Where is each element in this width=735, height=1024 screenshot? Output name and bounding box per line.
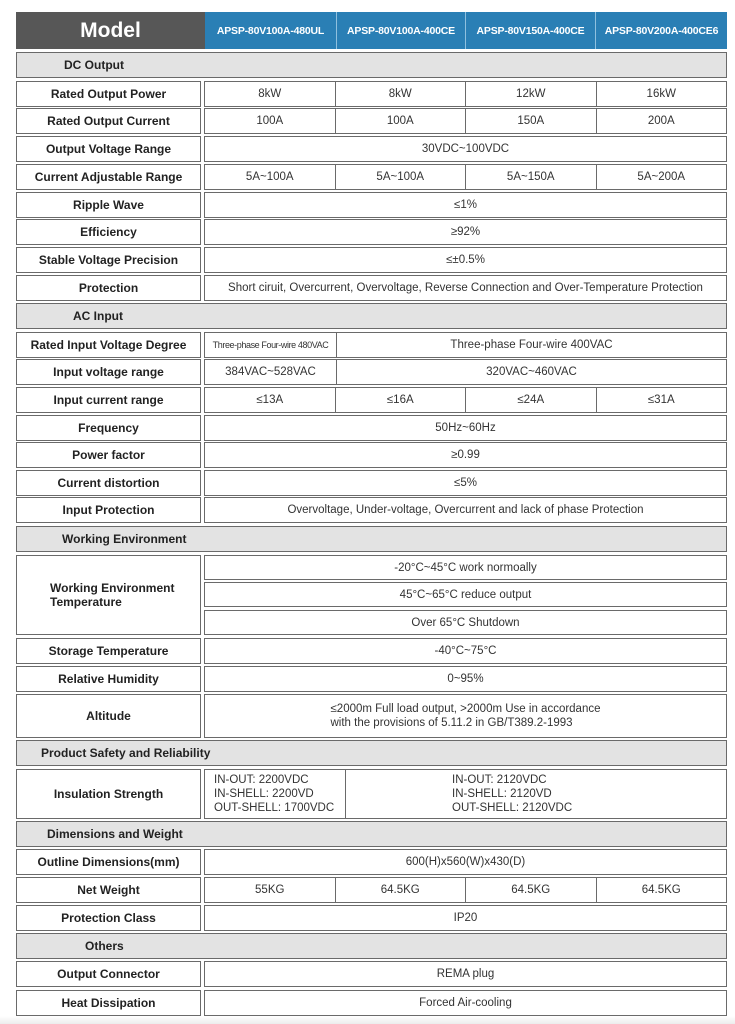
cell-value: 150A — [465, 109, 596, 133]
row-label: Input Protection — [16, 497, 201, 523]
cell-value: Overvoltage, Under-voltage, Overcurrent and lack of phase Protection — [204, 497, 727, 523]
row-label: Insulation Strength — [16, 769, 201, 819]
cell-value: Three-phase Four-wire 400VAC — [336, 333, 726, 357]
cell-value: 8kW — [258, 88, 282, 100]
row-label: Output Connector — [16, 961, 201, 987]
cell-value: ≤13A — [256, 394, 284, 406]
cell-value: 64.5KG — [465, 878, 596, 902]
cell-value: IP20 — [204, 905, 727, 931]
cell-value: 64.5KG — [596, 878, 727, 902]
value-line: IN-SHELL: 2200VD — [214, 788, 314, 800]
section-others: Others — [16, 933, 727, 959]
row-label: Current Adjustable Range — [16, 164, 201, 190]
row-label: Efficiency — [16, 219, 201, 245]
cell-value: 8kW — [335, 82, 466, 106]
row-label: Rated Output Power — [16, 81, 201, 107]
model-column-header: APSP-80V100A-480UL — [205, 12, 336, 49]
cell-value: Over 65°C Shutdown — [204, 610, 727, 635]
row-values — [204, 769, 727, 819]
cell-value: 45°C~65°C reduce output — [204, 582, 727, 607]
row-values — [204, 332, 727, 358]
row-label: Storage Temperature — [16, 638, 201, 664]
section-product-safety: Product Safety and Reliability — [16, 740, 727, 766]
page-bottom-shade — [0, 1016, 735, 1024]
row-values — [204, 81, 727, 107]
row-label: Rated Input Voltage Degree — [16, 332, 201, 358]
cell-value: 200A — [596, 109, 727, 133]
cell-value: Forced Air-cooling — [204, 990, 727, 1016]
value-line: IN-OUT: 2200VDC — [214, 774, 309, 786]
cell-value: 30VDC~100VDC — [204, 136, 727, 162]
cell-value: 5A~100A — [335, 165, 466, 189]
row-values — [204, 877, 727, 903]
row-label: Ripple Wave — [16, 192, 201, 218]
value-line: OUT-SHELL: 1700VDC — [214, 802, 335, 814]
row-label: Altitude — [16, 694, 201, 738]
row-values — [204, 108, 727, 134]
row-label: Rated Output Current — [16, 108, 201, 134]
row-label: Stable Voltage Precision — [16, 247, 201, 273]
cell-value: 384VAC~528VAC — [225, 366, 316, 378]
model-column-header: APSP-80V200A-400CE6 — [595, 12, 727, 49]
row-label: Outline Dimensions(mm) — [16, 849, 201, 875]
section-dimensions-weight: Dimensions and Weight — [16, 821, 727, 847]
cell-value: 600(H)x560(W)x430(D) — [204, 849, 727, 875]
row-label: Input current range — [16, 387, 201, 413]
cell-value: -20°C~45°C work normoally — [204, 555, 727, 580]
value-line: OUT-SHELL: 2120VDC — [452, 802, 573, 814]
section-dc-output: DC Output — [16, 52, 727, 78]
cell-value — [205, 770, 345, 818]
cell-value: Short ciruit, Overcurrent, Overvoltage, Reverse Connection and Over-Temperature Protection — [204, 275, 727, 301]
cell-value: ≥0.99 — [204, 442, 727, 468]
cell-value: 5A~150A — [465, 165, 596, 189]
value-line: ≤2000m Full load output, >2000m Use in accordance — [330, 703, 601, 715]
row-label: Heat Dissipation — [16, 990, 201, 1016]
cell-value: 64.5KG — [335, 878, 466, 902]
row-label: Current distortion — [16, 470, 201, 496]
row-label: Protection — [16, 275, 201, 301]
cell-value — [345, 770, 726, 818]
cell-value: 16kW — [596, 82, 727, 106]
cell-value: ≥92% — [204, 219, 727, 245]
cell-value: ≤24A — [465, 388, 596, 412]
value-line: IN-SHELL: 2120VD — [452, 788, 552, 800]
cell-value: ≤16A — [335, 388, 466, 412]
row-values — [204, 164, 727, 190]
cell-value: ≤31A — [596, 388, 727, 412]
section-ac-input: AC Input — [16, 303, 727, 329]
row-label: Input voltage range — [16, 359, 201, 385]
label-line: Temperature — [50, 595, 122, 609]
cell-value: 12kW — [465, 82, 596, 106]
cell-value: 100A — [256, 115, 284, 127]
cell-value: 5A~200A — [596, 165, 727, 189]
value-line: IN-OUT: 2120VDC — [452, 774, 547, 786]
cell-value: ≤±0.5% — [204, 247, 727, 273]
cell-value: 5A~100A — [245, 171, 294, 183]
cell-value: 320VAC~460VAC — [336, 360, 726, 384]
cell-value: REMA plug — [204, 961, 727, 987]
row-values — [204, 387, 727, 413]
model-column-header: APSP-80V100A-400CE — [336, 12, 465, 49]
cell-value: ≤1% — [204, 192, 727, 218]
row-label: Frequency — [16, 415, 201, 441]
row-label: Net Weight — [16, 877, 201, 903]
model-column-header: APSP-80V150A-400CE — [465, 12, 595, 49]
cell-value: 0~95% — [204, 666, 727, 692]
row-values — [204, 694, 727, 738]
cell-value: 50Hz~60Hz — [204, 415, 727, 441]
value-line: with the provisions of 5.11.2 in GB/T389.2-1993 — [330, 717, 573, 729]
model-header: Model — [16, 12, 205, 49]
row-values — [204, 359, 727, 385]
row-label: Output Voltage Range — [16, 136, 201, 162]
cell-value: 100A — [335, 109, 466, 133]
row-label: Relative Humidity — [16, 666, 201, 692]
cell-value: -40°C~75°C — [204, 638, 727, 664]
row-label: Power factor — [16, 442, 201, 468]
row-label — [16, 555, 201, 635]
section-working-environment: Working Environment — [16, 526, 727, 552]
row-label: Protection Class — [16, 905, 201, 931]
label-line: Working Environment — [50, 581, 175, 595]
cell-value: Three-phase Four-wire 480VAC — [212, 340, 329, 350]
cell-value: ≤5% — [204, 470, 727, 496]
cell-value: 55KG — [255, 884, 285, 896]
